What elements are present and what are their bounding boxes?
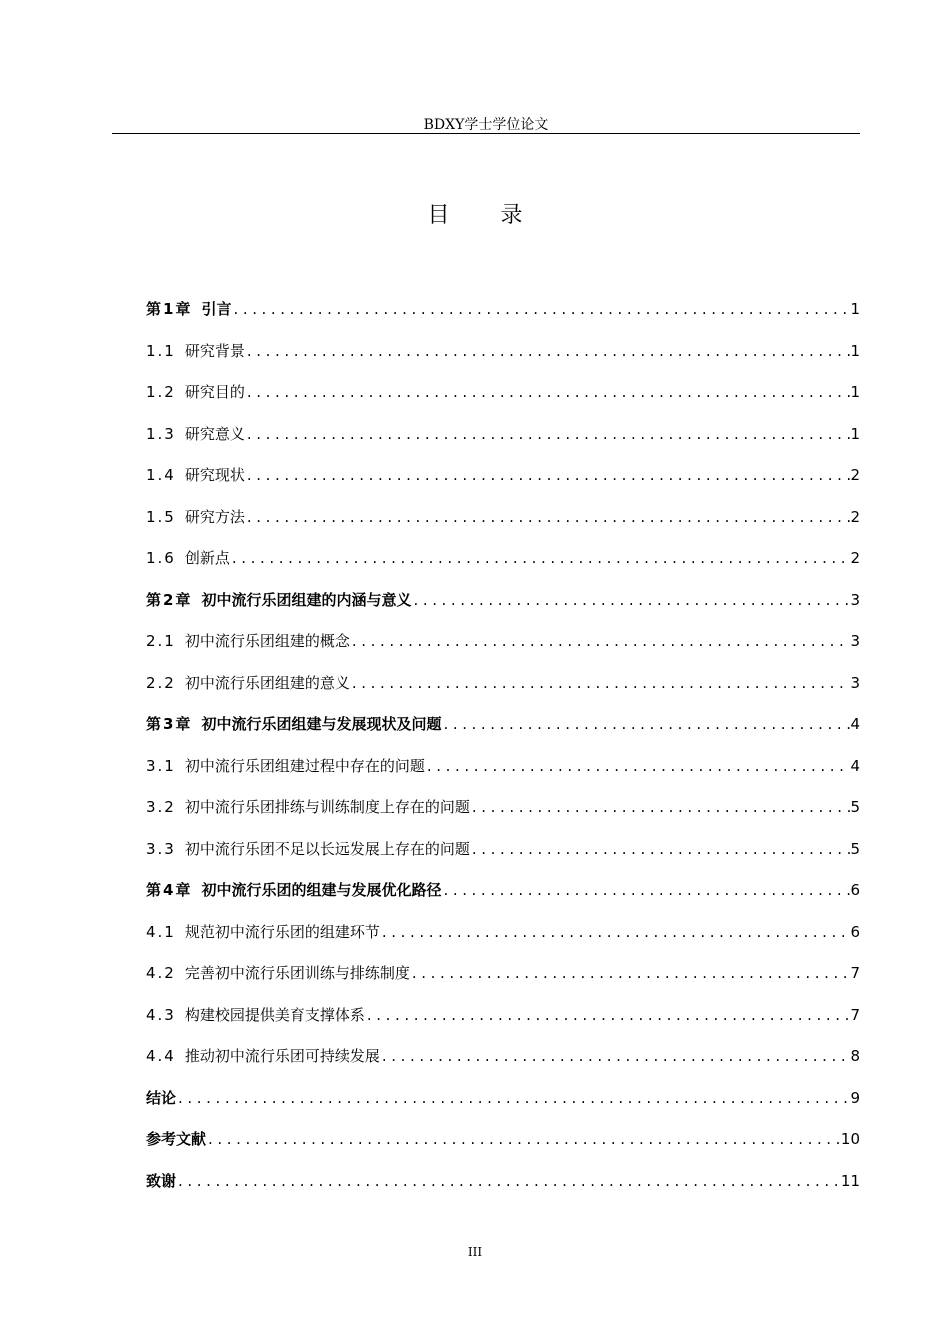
toc-entry-page: 2 <box>850 549 860 567</box>
toc-dot-leader <box>245 422 850 446</box>
toc-dot-leader <box>245 339 850 363</box>
toc-entry-label: 规范初中流行乐团的组建环节 <box>184 922 380 941</box>
toc-dot-leader <box>411 588 850 612</box>
toc-entry-page: 6 <box>850 922 860 941</box>
toc-dot-leader <box>206 1127 841 1151</box>
toc-entry-number: 第4章 <box>146 881 193 899</box>
toc-dot-leader <box>410 961 850 985</box>
toc-entry-label: 初中流行乐团排练与训练制度上存在的问题 <box>184 798 470 816</box>
toc-entry-number: 2.2 <box>146 673 176 692</box>
toc-entry[interactable] <box>146 1003 860 1045</box>
toc-dot-leader <box>245 380 850 404</box>
toc-entry-number: 3.3 <box>146 839 176 858</box>
running-header: BDXY学士学位论文 <box>423 117 549 133</box>
toc-entry[interactable] <box>146 588 860 630</box>
toc-entry-number: 第3章 <box>146 715 193 733</box>
toc-entry-label: 研究目的 <box>184 383 245 401</box>
toc-entry[interactable] <box>146 795 860 837</box>
toc-entry-label: 初中流行乐团不足以长远发展上存在的问题 <box>184 839 470 858</box>
toc-entry-number: 1.1 <box>146 341 176 360</box>
toc-entry-page: 2 <box>850 466 860 484</box>
toc-entry-number: 1.4 <box>146 466 176 484</box>
toc-entry[interactable] <box>146 754 860 796</box>
toc-entry-page: 2 <box>850 507 860 526</box>
toc-entry-number: 4.3 <box>146 1005 176 1024</box>
toc-entry-number: 1.2 <box>146 383 176 401</box>
toc-entry-number: 4.2 <box>146 964 176 982</box>
page-number: III <box>467 1245 483 1259</box>
toc-entry-page: 8 <box>850 1047 860 1065</box>
toc-entry-label: 构建校园提供美育支撑体系 <box>184 1005 365 1024</box>
toc-entry-page: 7 <box>850 964 860 982</box>
toc-entry-label: 推动初中流行乐团可持续发展 <box>184 1047 380 1065</box>
toc-dot-leader <box>231 297 850 321</box>
toc-entry-label: 研究方法 <box>184 507 245 526</box>
toc-entry-number: 1.6 <box>146 549 176 567</box>
toc-entry[interactable] <box>146 671 860 713</box>
toc-entry-label: 初中流行乐团组建过程中存在的问题 <box>184 756 425 775</box>
toc-dot-leader <box>441 878 850 902</box>
toc-entry[interactable] <box>146 463 860 505</box>
toc-entry-label: 完善初中流行乐团训练与排练制度 <box>184 964 410 982</box>
toc-entry[interactable] <box>146 1086 860 1128</box>
toc-entry[interactable] <box>146 1127 860 1169</box>
toc-entry-label: 初中流行乐团组建的概念 <box>184 632 350 650</box>
toc-entry-page: 1 <box>850 424 860 443</box>
toc-entry-page: 1 <box>850 300 860 318</box>
toc-entry[interactable] <box>146 961 860 1003</box>
toc-dot-leader <box>470 837 850 861</box>
toc-entry-page: 5 <box>850 798 860 816</box>
toc-entry-label: 参考文献 <box>146 1130 207 1148</box>
toc-entry-number: 4.1 <box>146 922 176 941</box>
toc-entry-page: 6 <box>850 881 860 899</box>
toc-dot-leader <box>350 671 850 695</box>
toc-entry-number: 1.3 <box>146 424 176 443</box>
toc-dot-leader <box>245 505 850 529</box>
toc-entry-page: 11 <box>840 1171 860 1190</box>
toc-dot-leader <box>441 712 850 736</box>
toc-entry-label: 初中流行乐团组建的意义 <box>184 673 350 692</box>
toc-entry[interactable] <box>146 712 860 754</box>
toc-dot-leader <box>230 546 850 570</box>
toc-entry-label: 初中流行乐团组建的内涵与意义 <box>201 590 412 609</box>
toc-entry-page: 4 <box>850 715 860 733</box>
toc-entry-page: 3 <box>850 632 860 650</box>
toc-entry-number: 3.2 <box>146 798 176 816</box>
toc-dot-leader <box>176 1086 850 1110</box>
toc-dot-leader <box>470 795 850 819</box>
toc-dot-leader <box>245 463 850 487</box>
toc-entry-page: 3 <box>850 673 860 692</box>
toc-entry[interactable] <box>146 297 860 339</box>
toc-entry-label: 初中流行乐团的组建与发展优化路径 <box>201 881 442 899</box>
toc-entry[interactable] <box>146 920 860 962</box>
header-rule <box>112 133 860 134</box>
toc-entry-label: 结论 <box>146 1088 177 1107</box>
toc-dot-leader <box>176 1169 841 1193</box>
toc-entry-page: 5 <box>850 839 860 858</box>
toc-entry-number: 4.4 <box>146 1047 176 1065</box>
toc-entry-label: 引言 <box>201 300 232 318</box>
toc-entry[interactable] <box>146 1169 860 1211</box>
toc-entry-number: 3.1 <box>146 756 176 775</box>
toc-dot-leader <box>350 629 850 653</box>
toc-entry-number: 第2章 <box>146 590 193 609</box>
toc-entry-number: 1.5 <box>146 507 176 526</box>
toc-entry-page: 7 <box>850 1005 860 1024</box>
toc-entry-label: 致谢 <box>146 1171 177 1190</box>
toc-entry[interactable] <box>146 422 860 464</box>
toc-dot-leader <box>365 1003 850 1027</box>
toc-entry[interactable] <box>146 878 860 920</box>
toc-dot-leader <box>380 1044 850 1068</box>
toc-entry-page: 1 <box>850 341 860 360</box>
toc-entry-number: 第1章 <box>146 300 193 318</box>
toc-entry[interactable] <box>146 629 860 671</box>
toc-entry-page: 4 <box>850 756 860 775</box>
toc-dot-leader <box>425 754 850 778</box>
toc-entry-label: 研究背景 <box>184 341 245 360</box>
toc-entry[interactable] <box>146 339 860 381</box>
toc-entry[interactable] <box>146 505 860 547</box>
page-title: 目 录 <box>427 203 545 228</box>
toc-entry-page: 3 <box>850 590 860 609</box>
toc-entry-page: 10 <box>840 1130 860 1148</box>
toc-dot-leader <box>380 920 850 944</box>
toc-entry[interactable] <box>146 546 860 588</box>
table-of-contents <box>146 297 860 1210</box>
toc-entry-page: 1 <box>850 383 860 401</box>
toc-entry[interactable] <box>146 380 860 422</box>
toc-entry-label: 初中流行乐团组建与发展现状及问题 <box>201 715 442 733</box>
toc-entry-label: 创新点 <box>184 549 230 567</box>
toc-entry-label: 研究现状 <box>184 466 245 484</box>
toc-entry-label: 研究意义 <box>184 424 245 443</box>
toc-entry[interactable] <box>146 837 860 879</box>
toc-entry-number: 2.1 <box>146 632 176 650</box>
toc-entry[interactable] <box>146 1044 860 1086</box>
toc-entry-page: 9 <box>850 1088 860 1107</box>
